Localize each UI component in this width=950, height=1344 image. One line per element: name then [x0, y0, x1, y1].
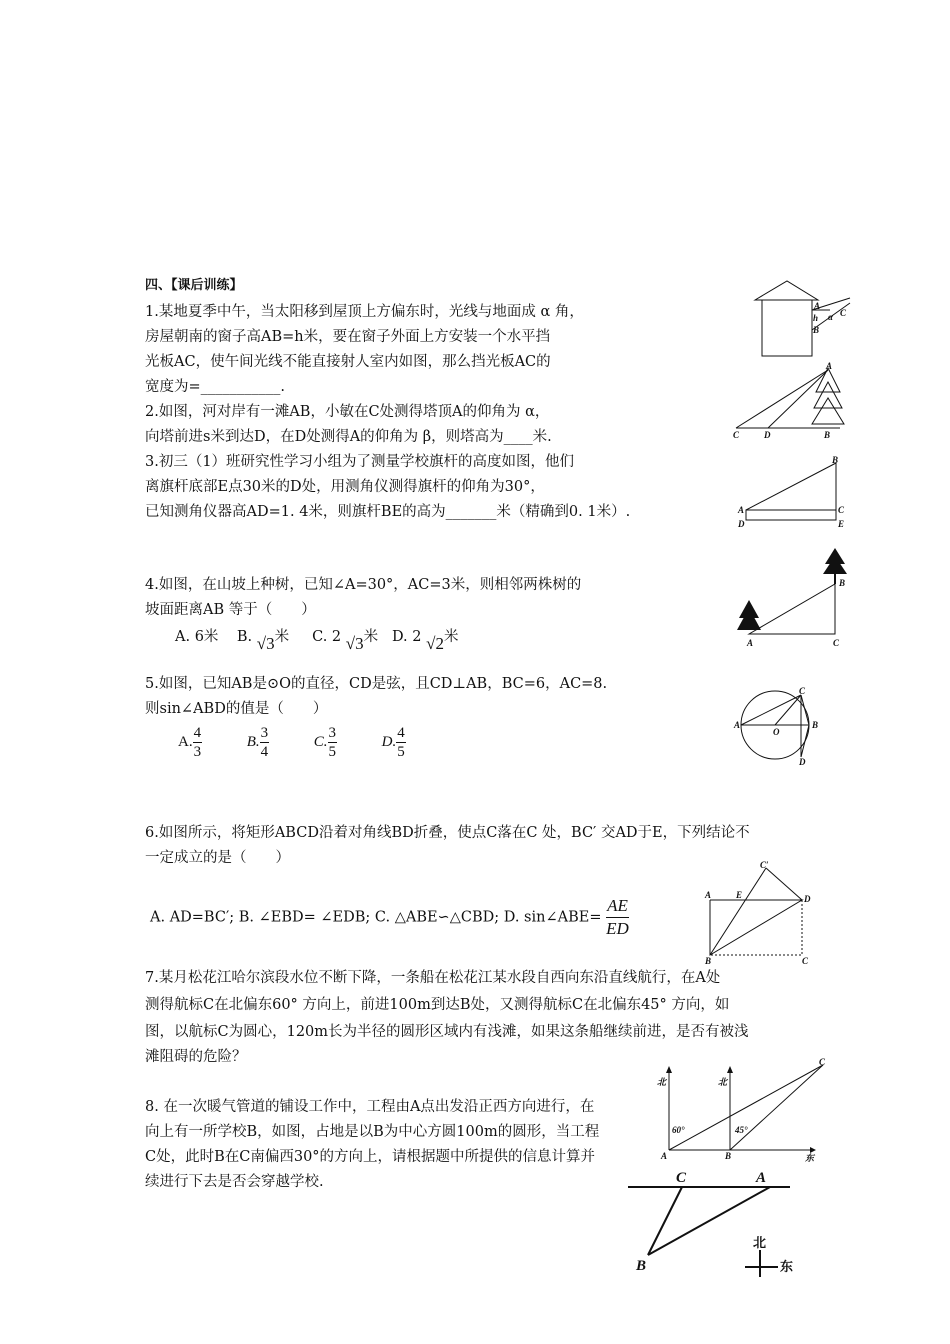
svg-text:A: A — [826, 361, 833, 371]
q8-line: 向上有一所学校B，如图，占地是以B为中心方圆100m的圆形，当工程 — [145, 1124, 600, 1140]
q2-line: 2.如图，河对岸有一滩AB，小敏在C处测得塔顶A的仰角为 α， — [145, 404, 550, 420]
q8-line: C处，此时B在C南偏西30°的方向上，请根据题中所提供的信息计算并 — [145, 1149, 596, 1165]
svg-text:B: B — [705, 956, 712, 966]
tower-figure — [728, 362, 848, 440]
q4-line: 坡面距离AB 等于（ ） — [145, 602, 316, 618]
svg-text:C: C — [733, 430, 740, 440]
q2-line: 向塔前进s米到达D，在D处测得A的仰角为 β，则塔高为____米. — [145, 429, 552, 445]
svg-text:60°: 60° — [672, 1125, 685, 1135]
svg-text:A: A — [756, 1170, 767, 1186]
q6-line: 一定成立的是（ ） — [145, 850, 290, 866]
q3-line: 3.初三（1）班研究性学习小组为了测量学校旗杆的高度如图，他们 — [145, 454, 575, 470]
svg-text:D: D — [764, 430, 771, 440]
svg-text:C: C — [840, 308, 847, 318]
q4-option-d: D. 2 — [391, 629, 422, 645]
q4-option-c-value: √3 — [345, 634, 364, 653]
svg-text:C: C — [838, 505, 845, 515]
q4-option-d-unit: 米 — [443, 629, 459, 645]
q4-option-d-value: √2 — [426, 634, 444, 653]
q8-line: 续进行下去是否会穿越学校. — [145, 1174, 324, 1190]
house-figure — [750, 278, 860, 360]
q5-option-d: D. $\frac{4}{5}$ — [381, 725, 405, 760]
svg-text:O: O — [773, 727, 780, 737]
svg-text:东: 东 — [805, 1153, 815, 1163]
folded-rectangle-figure — [700, 860, 820, 965]
svg-text:C: C — [833, 638, 840, 648]
q1-line: 宽度为=___________. — [145, 379, 286, 395]
svg-text:C: C — [819, 1057, 826, 1067]
svg-text:B: B — [839, 578, 846, 588]
svg-text:A: A — [814, 301, 821, 311]
q5-option-a: A. $\frac{4}{3}$ — [178, 725, 202, 760]
svg-text:C: C — [802, 956, 809, 966]
svg-text:东: 东 — [780, 1259, 794, 1274]
q1-line: 房屋朝南的窗子高AB=h米，要在窗子外面上方安装一个水平挡 — [145, 329, 551, 345]
q6-options — [150, 895, 629, 940]
q5-line: 5.如图，已知AB是⊙O的直径，CD是弦，且CD⊥AB，BC=6，AC=8. — [145, 676, 608, 692]
q3-line: 已知测角仪器高AD=1. 4米，则旗杆BE的高为_______米（精确到0. 1米）. — [145, 504, 631, 520]
svg-text:45°: 45° — [735, 1125, 748, 1135]
q6-option-d-fraction: $\frac{AE}{ED}$ — [606, 896, 629, 938]
q4-option-b-value: √3 — [256, 634, 275, 653]
q4-option-b-unit: 米 — [274, 629, 290, 645]
q6-line: 6.如图所示，将矩形ABCD沿着对角线BD折叠，使点C落在C 处，BC′ 交AD于E，下列结论不 — [145, 825, 750, 841]
svg-text:C: C — [676, 1170, 687, 1186]
q7-line: 滩阻碍的危险？ — [145, 1049, 247, 1065]
navigation-figure — [645, 1055, 830, 1165]
q4-line: 4.如图，在山坡上种树，已知∠A=30°，AC=3米，则相邻两株树的 — [145, 577, 582, 593]
q4-option-b: B. — [236, 629, 253, 645]
flagpole-figure — [736, 455, 846, 530]
svg-text:D: D — [804, 894, 811, 904]
svg-text:E: E — [736, 890, 743, 900]
svg-text:A: A — [661, 1151, 668, 1161]
svg-text:B: B — [832, 455, 839, 465]
q3-line: 离旗杆底部E点30米的D处，用测角仪测得旗杆的仰角为30°， — [145, 479, 545, 495]
svg-text:E: E — [838, 519, 845, 529]
svg-text:C′: C′ — [760, 860, 769, 870]
q7-line: 7.某月松花江哈尔滨段水位不断下降，一条船在松花江某水段自西向东沿直线航行，在A处 — [145, 970, 721, 986]
q8-line: 8. 在一次暖气管道的铺设工作中，工程由A点出发沿正西方向进行，在 — [145, 1099, 595, 1115]
pipeline-figure — [620, 1165, 810, 1280]
svg-text:C: C — [799, 686, 806, 696]
circle-figure — [735, 685, 830, 767]
svg-text:B: B — [725, 1151, 732, 1161]
svg-text:A: A — [705, 890, 712, 900]
slope-trees-figure — [735, 542, 850, 650]
svg-text:B: B — [813, 325, 820, 335]
q5-option-c: C. $\frac{3}{5}$ — [313, 725, 336, 760]
svg-text:D: D — [799, 757, 806, 767]
svg-text:北: 北 — [657, 1077, 667, 1087]
q4-option-c-unit: 米 — [363, 629, 379, 645]
q4-options — [175, 626, 459, 653]
svg-text:h: h — [813, 313, 819, 323]
svg-text:D: D — [738, 519, 745, 529]
svg-text:A: A — [738, 505, 745, 515]
q5-option-b: B. $\frac{3}{4}$ — [246, 725, 269, 760]
svg-text:B: B — [824, 430, 831, 440]
q1-line: 光板AC，使午间光线不能直接射人室内如图，那么挡光板AC的 — [145, 354, 551, 370]
q5-line: 则sin∠ABD的值是（ ） — [145, 701, 328, 717]
svg-text:北: 北 — [718, 1077, 728, 1087]
svg-text:A: A — [747, 638, 754, 648]
q7-line: 图，以航标C为圆心，120m长为半径的圆形区域内有浅滩，如果这条船继续前进，是否有被浅 — [145, 1024, 749, 1040]
svg-text:A: A — [734, 720, 741, 730]
svg-text:B: B — [636, 1258, 647, 1274]
q4-option-c: C. 2 — [312, 629, 342, 645]
section-title: 四、【课后训练】 — [145, 278, 243, 293]
svg-text:B: B — [812, 720, 819, 730]
q5-options — [178, 724, 446, 761]
q1-line: 1.某地夏季中午，当太阳移到屋顶上方偏东时，光线与地面成 α 角， — [145, 304, 584, 320]
q6-options-text: A. AD=BC′; B. ∠EBD= ∠EDB; C. △ABE∽△CBD; D. sin∠ABE= — [150, 909, 602, 926]
q7-line: 测得航标C在北偏东60° 方向上，前进100m到达B处，又测得航标C在北偏东45° 方向，如 — [145, 997, 730, 1013]
svg-text:北: 北 — [753, 1235, 767, 1250]
svg-text:α: α — [828, 312, 833, 322]
q4-option-a: A. 6米 — [175, 629, 219, 645]
